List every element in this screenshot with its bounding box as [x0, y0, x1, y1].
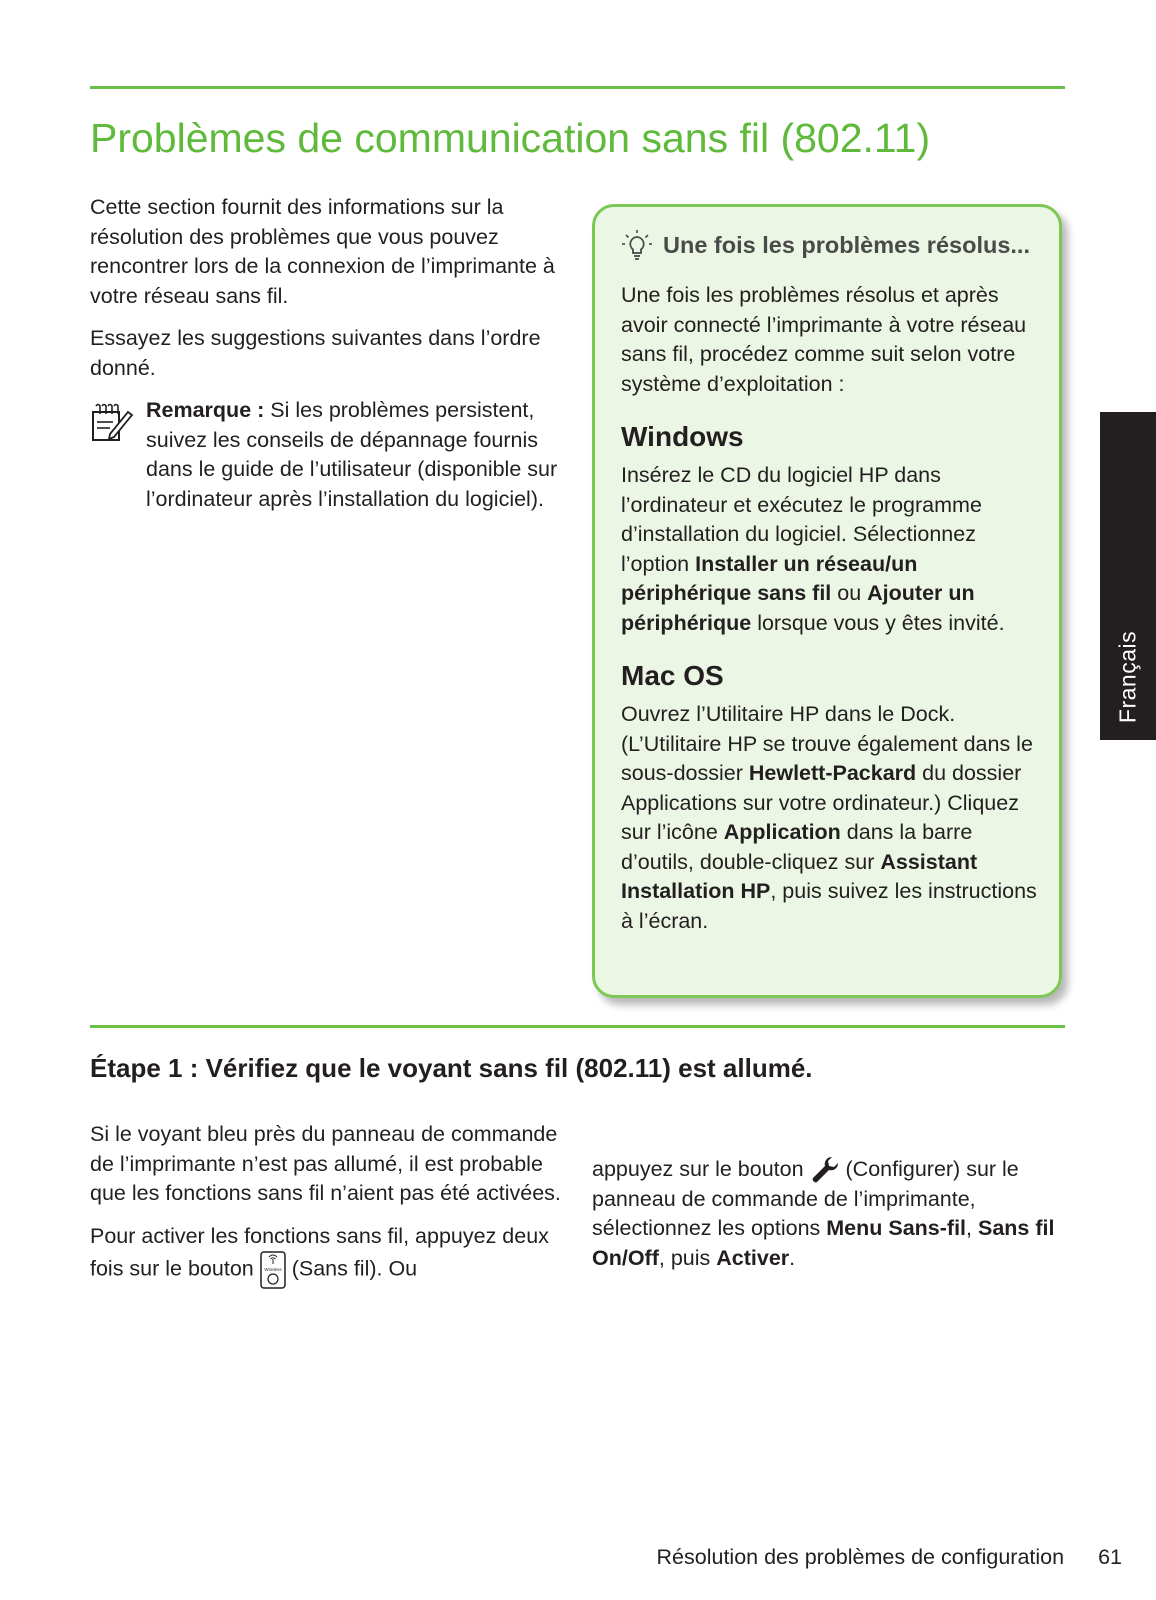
step1-title: Étape 1 : Vérifiez que le voyant sans fil (802.11) est allumé. — [90, 1053, 813, 1083]
step1-column-right — [592, 1133, 1062, 1295]
note-pencil-icon — [90, 402, 134, 444]
windows-heading: Windows — [621, 421, 744, 452]
intro-column — [90, 193, 570, 527]
footer-section: Résolution des problèmes de configuration — [656, 1545, 1065, 1569]
step1-paragraph-3: appuyez sur le bouton (Configurer) sur le panneau de commande de l’imprimante, sélectionnez les options Menu Sans-fil, Sans fil On/Off, puis Activer. — [592, 1156, 1055, 1270]
mac-text: Ouvrez l’Utilitaire HP dans le Dock. (L’Utilitaire HP se trouve également dans le sous-dossier Hewlett-Packard du dossier Applications sur votre ordinateur.) Cliquez sur l’icône Application dans la barre d’outils, double-cliquez sur Assistant Installation HP, puis suivez les instructions à l’écran. — [621, 702, 1037, 933]
svg-text:Wireless: Wireless — [264, 1267, 282, 1272]
language-tab-label: Français — [1114, 630, 1141, 724]
language-tab — [1100, 412, 1156, 740]
intro-paragraph-2: Essayez les suggestions suivantes dans l’ordre donné. — [90, 326, 541, 380]
lightbulb-icon — [621, 229, 653, 261]
tip-intro: Une fois les problèmes résolus et après avoir connecté l’imprimante à votre réseau sans fil, procédez comme suit selon votre système d’exploitation : — [621, 283, 1027, 396]
page-number: 61 — [1098, 1545, 1122, 1569]
step1-paragraph-2: Pour activer les fonctions sans fil, appuyez deux fois sur le bouton Wireless (Sans fil). Ou — [90, 1222, 570, 1290]
note-block — [90, 396, 570, 514]
tip-box — [592, 204, 1062, 998]
mac-heading: Mac OS — [621, 660, 724, 691]
top-rule — [90, 86, 1065, 89]
step1-column-left — [90, 1120, 570, 1302]
step-rule — [90, 1025, 1065, 1028]
windows-text: Insérez le CD du logiciel HP dans l’ordinateur et exécutez le programme d’installation du logiciel. Sélectionnez l’option Installer un réseau/un périphérique sans fil ou Ajouter un périphérique lorsque vous y êtes invité. — [621, 463, 1005, 635]
intro-paragraph-1: Cette section fournit des informations sur la résolution des problèmes que vous pouvez rencontrer lors de la connexion de l’imprimante à votre réseau sans fil. — [90, 195, 555, 308]
tip-heading-row — [621, 229, 1037, 261]
note-text: Si les problèmes persistent, suivez les conseils de dépannage fournis dans le guide de l’utilisateur (disponible sur l’ordinateur après l’installation du logiciel). — [146, 398, 558, 511]
note-label: Remarque : — [146, 398, 265, 422]
wrench-icon — [810, 1155, 840, 1185]
page-title: Problèmes de communication sans fil (802.11) — [90, 115, 931, 161]
wireless-button-icon — [260, 1251, 286, 1289]
page-footer — [657, 1545, 1122, 1570]
step1-paragraph-1: Si le voyant bleu près du panneau de commande de l’imprimante n’est pas allumé, il est probable que les fonctions sans fil n’aient pas été activées. — [90, 1122, 561, 1205]
tip-heading: Une fois les problèmes résolus... — [663, 231, 1030, 258]
